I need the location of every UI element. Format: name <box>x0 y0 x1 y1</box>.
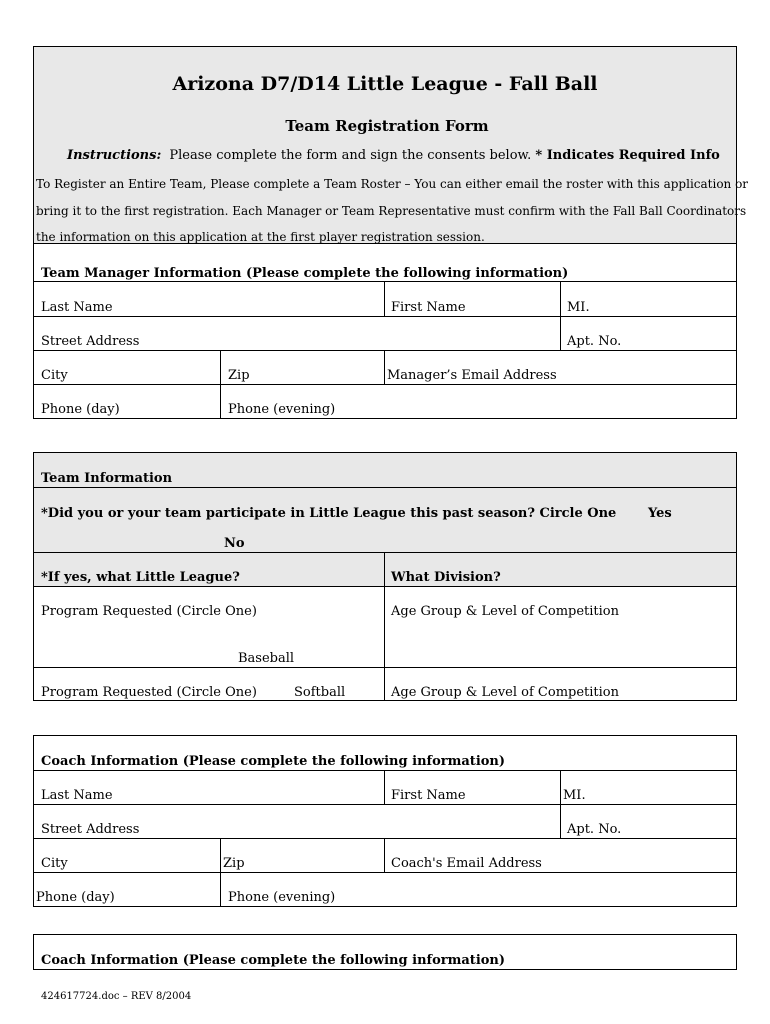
coach-1-first-name-label: First Name <box>391 788 466 803</box>
coach-1-apt-label: Apt. No. <box>567 822 622 837</box>
manager-email-label: Manager’s Email Address <box>387 368 557 383</box>
baseball-option[interactable]: Baseball <box>238 651 295 666</box>
manager-first-name-field[interactable] <box>385 282 560 316</box>
manager-last-name-label: Last Name <box>41 300 113 315</box>
coach-1-phone-evening-field[interactable] <box>221 873 736 906</box>
coach-1-mi-field[interactable] <box>561 771 736 804</box>
coach-1-first-name-field[interactable] <box>385 771 560 804</box>
manager-city-label: City <box>41 368 68 383</box>
manager-phone-evening-label: Phone (evening) <box>228 402 336 417</box>
form-title: Arizona D7/D14 Little League - Fall Ball <box>172 73 598 95</box>
manager-mi-label: MI. <box>567 300 590 315</box>
coach-1-zip-label: Zip <box>223 856 245 871</box>
team-yes-option[interactable]: Yes <box>648 506 672 521</box>
team-heading: Team Information <box>41 471 173 486</box>
which-league-field[interactable] <box>34 553 384 586</box>
coach-1-zip-field[interactable] <box>221 839 384 872</box>
coach-1-heading: Coach Information (Please complete the following information) <box>41 754 506 769</box>
manager-city-field[interactable] <box>34 351 220 384</box>
age-group-label-1: Age Group & Level of Competition <box>391 604 619 619</box>
softball-option[interactable]: Softball <box>294 685 346 700</box>
document-reference: 424617724.doc – REV 8/2004 <box>41 991 192 1002</box>
age-group-field-1[interactable] <box>385 587 736 667</box>
coach-1-phone-day-field[interactable] <box>34 873 220 906</box>
what-division-label: What Division? <box>391 570 501 585</box>
manager-street-field[interactable] <box>34 317 560 350</box>
coach-1-apt-field[interactable] <box>561 805 736 838</box>
instructions-label: Instructions: <box>67 148 162 163</box>
manager-email-field[interactable] <box>385 351 736 384</box>
manager-last-name-field[interactable] <box>34 282 384 316</box>
team-no-option[interactable]: No <box>224 536 245 551</box>
manager-apt-label: Apt. No. <box>567 334 622 349</box>
coach-2-heading: Coach Information (Please complete the following information) <box>41 953 506 968</box>
manager-street-label: Street Address <box>41 334 140 349</box>
which-league-label: *If yes, what Little League? <box>41 570 240 585</box>
instructions-line <box>67 148 720 164</box>
manager-zip-field[interactable] <box>221 351 384 384</box>
what-division-field[interactable] <box>385 553 736 586</box>
coach-1-last-name-field[interactable] <box>34 771 384 804</box>
coach-1-email-label: Coach's Email Address <box>391 856 542 871</box>
coach-1-last-name-label: Last Name <box>41 788 113 803</box>
coach-1-mi-label: MI. <box>563 788 586 803</box>
manager-heading: Team Manager Information (Please complete the following information) <box>41 266 569 281</box>
program-requested-label-2: Program Requested (Circle One) <box>41 685 257 700</box>
coach-1-email-field[interactable] <box>385 839 736 872</box>
coach-1-street-label: Street Address <box>41 822 140 837</box>
instructions-paragraph-line-3: the information on this application at the first player registration session. <box>36 230 485 244</box>
form-subtitle: Team Registration Form <box>285 117 489 135</box>
coach-1-city-label: City <box>41 856 68 871</box>
manager-phone-day-label: Phone (day) <box>41 402 120 417</box>
coach-1-phone-evening-label: Phone (evening) <box>228 890 336 905</box>
team-participation-question: *Did you or your team participate in Little League this past season? Circle One <box>41 506 617 521</box>
coach-1-street-field[interactable] <box>34 805 560 838</box>
age-group-label-2: Age Group & Level of Competition <box>391 685 619 700</box>
instructions-paragraph-line-1: To Register an Entire Team, Please complete a Team Roster – You can either email the roster with this application or <box>36 177 749 191</box>
instructions-paragraph-line-2: bring it to the first registration. Each Manager or Team Representative must confirm with the Fall Ball Coordinators <box>36 204 747 218</box>
manager-zip-label: Zip <box>228 368 250 383</box>
manager-phone-day-field[interactable] <box>34 385 220 418</box>
manager-apt-field[interactable] <box>561 317 736 350</box>
coach-1-phone-day-label: Phone (day) <box>36 890 115 905</box>
required-note: * Indicates Required Info <box>535 148 720 163</box>
age-group-field-2[interactable] <box>385 668 736 700</box>
program-requested-label-1: Program Requested (Circle One) <box>41 604 257 619</box>
coach-1-city-field[interactable] <box>34 839 220 872</box>
instructions-text: Please complete the form and sign the consents below. <box>169 148 532 163</box>
manager-phone-evening-field[interactable] <box>221 385 736 418</box>
manager-mi-field[interactable] <box>561 282 736 316</box>
manager-first-name-label: First Name <box>391 300 466 315</box>
